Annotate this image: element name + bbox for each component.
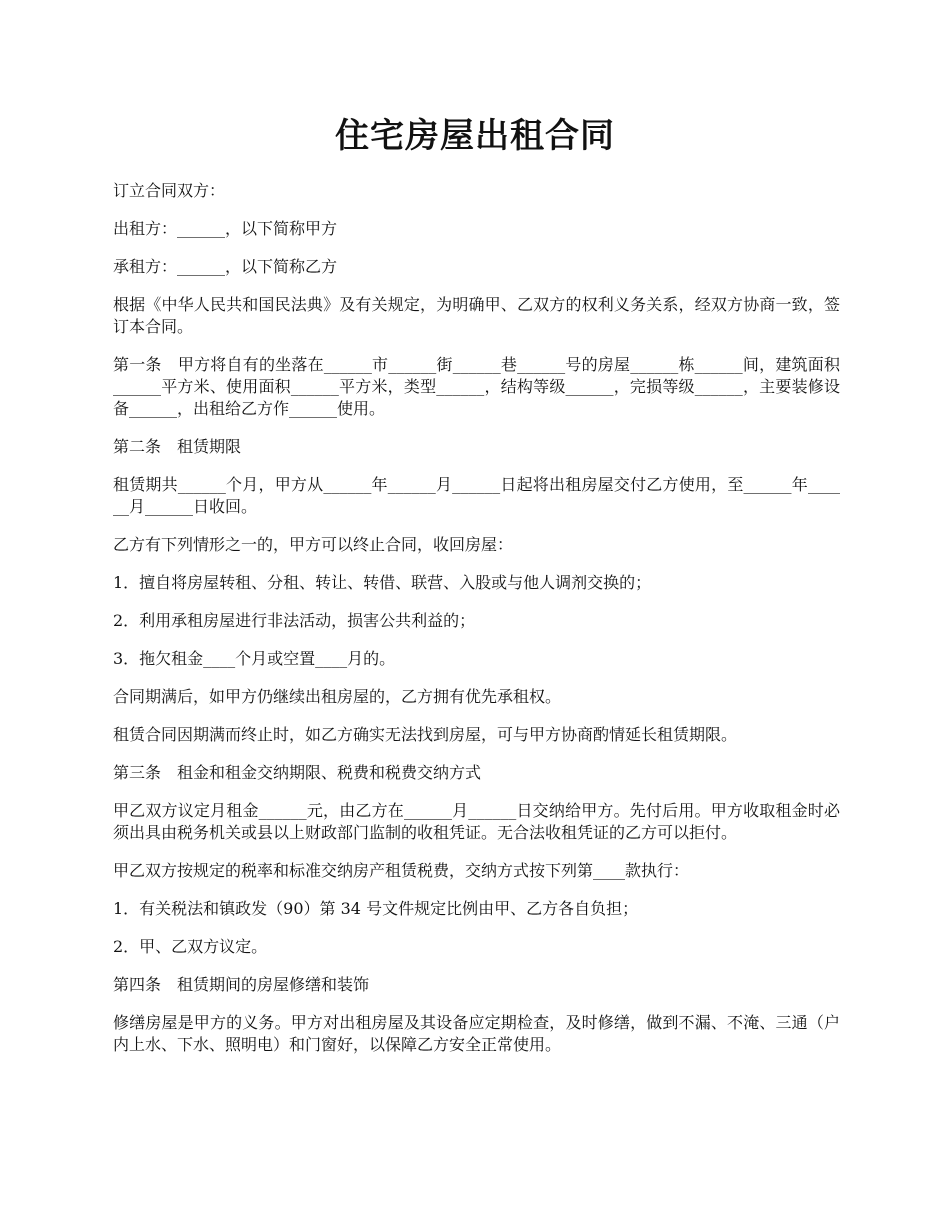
document-title: 住宅房屋出租合同: [335, 116, 615, 156]
list-item-termination-1: 1．擅自将房屋转租、分租、转让、转借、联营、入股或与他人调剂交换的；: [113, 573, 652, 592]
paragraph-lessor: 出租方：______，以下简称甲方: [113, 219, 338, 238]
paragraph-lessee: 承租方：______，以下简称乙方: [113, 257, 338, 276]
paragraph-tax: 甲乙双方按规定的税率和标准交纳房产租赁税费，交纳方式按下列第____款执行：: [113, 861, 690, 880]
paragraph-extension: 租赁合同因期满而终止时，如乙方确实无法找到房屋，可与甲方协商酌情延长租赁期限。: [113, 725, 738, 744]
list-item-tax-2: 2．甲、乙双方议定。: [113, 937, 268, 956]
paragraph-rent: 甲乙双方议定月租金______元，由乙方在______月______日交纳给甲方。先付后用。甲方收取租金时必须出具由税务机关或县以上财政部门监制的收租凭证。无合法收租凭证的乙方可以拒付。: [113, 801, 840, 842]
heading-article-3: 第三条 租金和租金交纳期限、税费和税费交纳方式: [113, 763, 482, 782]
paragraph-lease-term: 租赁期共______个月，甲方从______年______月______日起将出租房屋交付乙方使用，至______年______月______日收回。: [113, 475, 840, 516]
paragraph-termination-intro: 乙方有下列情形之一的，甲方可以终止合同，收回房屋：: [113, 535, 514, 554]
paragraph-priority-right: 合同期满后，如甲方仍继续出租房屋的，乙方拥有优先承租权。: [113, 687, 562, 706]
heading-article-4: 第四条 租赁期间的房屋修缮和装饰: [113, 975, 370, 994]
paragraph-parties-intro: 订立合同双方：: [113, 181, 226, 200]
paragraph-repair: 修缮房屋是甲方的义务。甲方对出租房屋及其设备应定期检查，及时修缮，做到不漏、不淹、三通（户内上水、下水、照明电）和门窗好，以保障乙方安全正常使用。: [113, 1013, 840, 1054]
paragraph-article-1: 第一条 甲方将自有的坐落在______市______街______巷______号的房屋______栋______间，建筑面积______平方米、使用面积______平方米，类型______，结构等级______，完损等级______，主要装修设备______，出租给乙方作______使用。: [113, 355, 840, 418]
document-body: [113, 180, 840, 1072]
list-item-termination-2: 2．利用承租房屋进行非法活动，损害公共利益的；: [113, 611, 476, 630]
paragraph-basis: 根据《中华人民共和国民法典》及有关规定，为明确甲、乙双方的权利义务关系，经双方协商一致，签订本合同。: [113, 295, 840, 336]
heading-article-2: 第二条 租赁期限: [113, 437, 242, 456]
list-item-termination-3: 3．拖欠租金____个月或空置____月的。: [113, 649, 396, 668]
list-item-tax-1: 1．有关税法和镇政发（90）第 34 号文件规定比例由甲、乙方各自负担；: [113, 899, 639, 918]
